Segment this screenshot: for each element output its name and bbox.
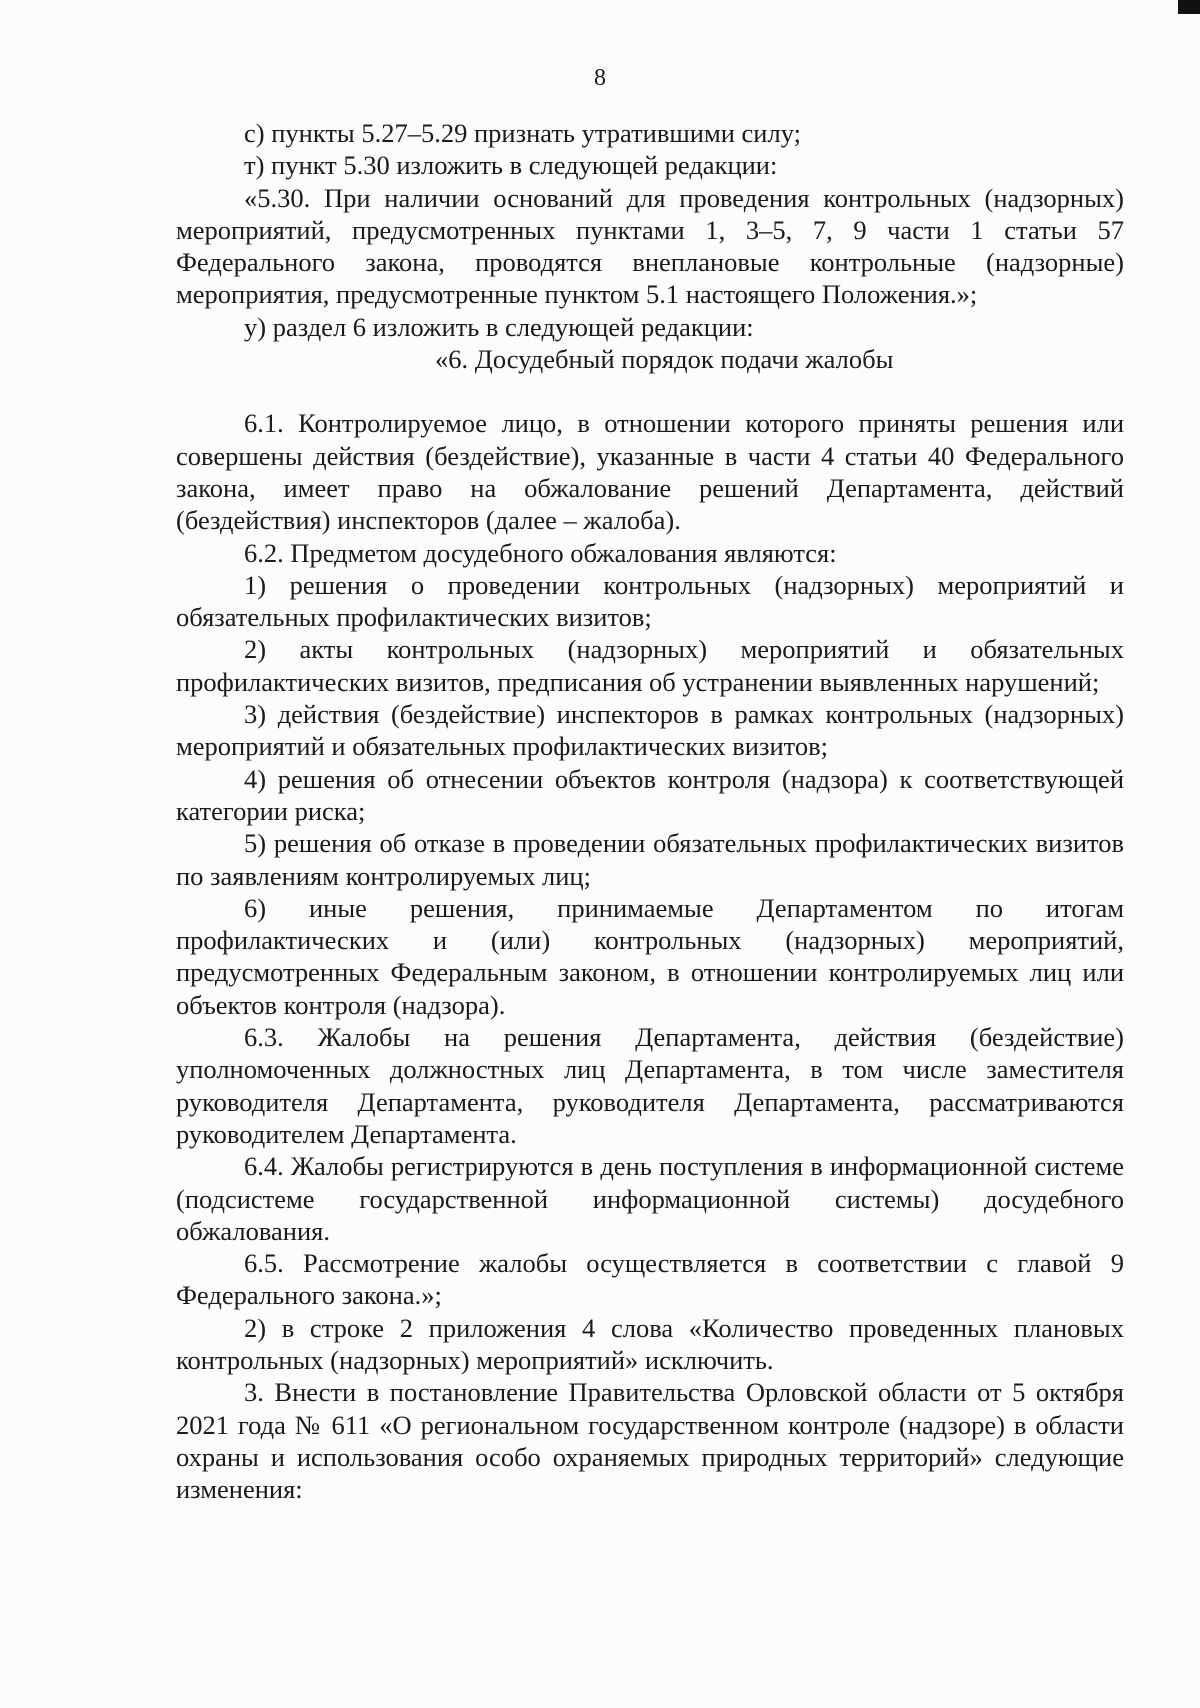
- section-heading: «6. Досудебный порядок подачи жалобы: [435, 344, 894, 375]
- list-item-5: 5) решения об отказе в проведении обязательных профилактических визитов по заявлениям контролируемых лиц;: [176, 828, 1124, 891]
- paragraph-6-5: 6.5. Рассмотрение жалобы осуществляется в соответствии с главой 9 Федерального закона.»;: [176, 1248, 1124, 1311]
- paragraph-item-3: 3. Внести в постановление Правительства Орловской области от 5 октября 2021 года № 611 «О региональном государственном контроле (надзоре) в области охраны и использования особо охраняемых природных территорий» следующие изменения:: [176, 1377, 1124, 1505]
- paragraph-clause-5-30: «5.30. При наличии оснований для проведения контрольных (надзорных) мероприятий, предусмотренных пунктами 1, 3–5, 7, 9 части 1 статьи 57 Федерального закона, проводятся внеплановые контрольные (надзорные) мероприятия, предусмотренные пунктом 5.1 настоящего Положения.»;: [176, 182, 1124, 310]
- paragraph-item-s: с) пункты 5.27–5.29 признать утратившими силу;: [244, 118, 801, 148]
- list-item-3: 3) действия (бездействие) инспекторов в рамках контрольных (надзорных) мероприятий и обязательных профилактических визитов;: [176, 699, 1124, 762]
- paragraph-item-t: т) пункт 5.30 изложить в следующей редакции:: [244, 150, 778, 181]
- list-item-1: 1) решения о проведении контрольных (надзорных) мероприятий и обязательных профилактических визитов;: [176, 569, 1124, 633]
- spacer: [176, 375, 1124, 407]
- list-item-6: 6) иные решения, принимаемые Департаментом по итогам профилактических и (или) контрольных (надзорных) мероприятий, предусмотренных Федеральным законом, в отношении контролируемых лиц или объектов контроля (надзора).: [176, 892, 1124, 1020]
- paragraph-6-4: 6.4. Жалобы регистрируются в день поступления в информационной системе (подсистеме государственной информационной системы) досудебного обжалования.: [176, 1151, 1124, 1246]
- paragraph-6-3: 6.3. Жалобы на решения Департамента, действия (бездействие) уполномоченных должностных лиц Департамента, в том числе заместителя руководителя Департамента, руководителя Департамента, рассматриваются руководителем Департамента.: [176, 1022, 1124, 1149]
- paragraph-item-2: 2) в строке 2 приложения 4 слова «Количество проведенных плановых контрольных (надзорных) мероприятий» исключить.: [176, 1312, 1124, 1375]
- scan-corner-mark: [1178, 0, 1200, 14]
- list-item-4: 4) решения об отнесении объектов контроля (надзора) к соответствующей категории риска;: [176, 763, 1124, 826]
- paragraph-6-1: 6.1. Контролируемое лицо, в отношении которого приняты решения или совершены действия (бездействие), указанные в части 4 статьи 40 Федерального закона, имеет право на обжалование решений Департамента, действий (бездействия) инспекторов (далее – жалоба).: [176, 408, 1124, 536]
- page-number: 8: [594, 65, 606, 91]
- list-item-2: 2) акты контрольных (надзорных) мероприятий и обязательных профилактических визитов, предписания об устранении выявленных нарушений;: [176, 634, 1124, 697]
- paragraph-6-2: 6.2. Предметом досудебного обжалования являются:: [244, 537, 837, 568]
- document-body: [176, 117, 1124, 1505]
- paragraph-item-u: у) раздел 6 изложить в следующей редакции:: [244, 311, 754, 342]
